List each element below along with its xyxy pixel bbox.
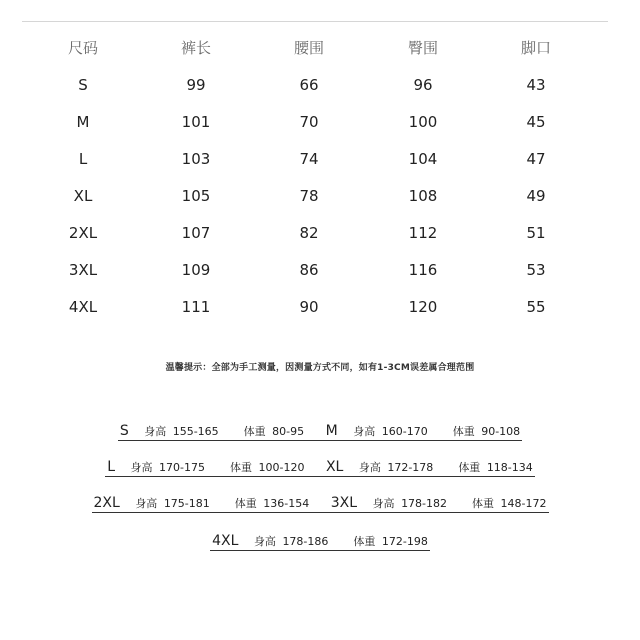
- table-cell: 43: [526, 76, 546, 94]
- ref-height: 155-165: [172, 425, 219, 438]
- ref-size: S: [119, 423, 129, 439]
- table-cell: 112: [408, 224, 438, 242]
- ref-weight: 136-154: [263, 497, 310, 510]
- table-cell: L: [78, 150, 88, 168]
- ref-height: 178-186: [282, 535, 329, 548]
- table-cell: M: [76, 113, 90, 131]
- ref-size: 2XL: [93, 495, 120, 511]
- table-cell: XL: [73, 187, 93, 205]
- size-reference-line: [0, 495, 640, 513]
- height-label: 身高: [358, 461, 381, 474]
- table-cell: 101: [181, 113, 211, 131]
- top-divider: [22, 21, 608, 22]
- weight-label: 体重: [243, 425, 266, 438]
- table-cell: 120: [408, 298, 438, 316]
- table-cell: 99: [186, 76, 206, 94]
- size-reference-line: [0, 533, 640, 551]
- ref-weight: 172-198: [381, 535, 428, 548]
- ref-weight: 90-108: [481, 425, 521, 438]
- table-cell: 116: [408, 261, 438, 279]
- table-cell: 90: [299, 298, 319, 316]
- weight-label: 体重: [234, 497, 257, 510]
- header-hem: 脚口: [520, 39, 551, 57]
- height-label: 身高: [144, 425, 167, 438]
- table-row: [0, 67, 640, 104]
- size-reference-line: [0, 423, 640, 441]
- ref-size: M: [325, 423, 338, 439]
- table-row: [0, 178, 640, 215]
- table-cell: 51: [526, 224, 546, 242]
- weight-label: 体重: [458, 461, 481, 474]
- ref-weight: 80-95: [272, 425, 305, 438]
- table-cell: 111: [181, 298, 211, 316]
- ref-weight: 148-172: [500, 497, 547, 510]
- table-cell: 66: [299, 76, 319, 94]
- table-row: [0, 141, 640, 178]
- weight-label: 体重: [353, 535, 376, 548]
- header-hip: 臀围: [407, 39, 438, 57]
- table-header-row: [0, 30, 640, 67]
- height-label: 身高: [135, 497, 158, 510]
- table-cell: 82: [299, 224, 319, 242]
- table-cell: 103: [181, 150, 211, 168]
- table-row: [0, 104, 640, 141]
- weight-label: 体重: [229, 461, 252, 474]
- table-cell: 107: [181, 224, 211, 242]
- table-row: [0, 289, 640, 326]
- ref-weight: 118-134: [486, 461, 533, 474]
- table-cell: 74: [299, 150, 319, 168]
- table-cell: 4XL: [68, 298, 98, 316]
- table-row: [0, 215, 640, 252]
- measurement-note: 温馨提示：全部为手工测量，因测量方式不同，如有1-3CM误差属合理范围: [165, 363, 475, 373]
- table-cell: 96: [413, 76, 433, 94]
- height-label: 身高: [353, 425, 376, 438]
- table-cell: 2XL: [68, 224, 98, 242]
- size-reference-line: [0, 459, 640, 477]
- table-cell: 53: [526, 261, 546, 279]
- height-label: 身高: [372, 497, 395, 510]
- table-cell: 108: [408, 187, 438, 205]
- ref-size: XL: [325, 459, 344, 475]
- ref-height: 170-175: [159, 461, 205, 474]
- table-cell: 109: [181, 261, 211, 279]
- table-cell: 55: [526, 298, 546, 316]
- table-cell: 3XL: [68, 261, 98, 279]
- table-cell: 49: [526, 187, 546, 205]
- header-waist: 腰围: [293, 39, 324, 57]
- ref-height: 178-182: [401, 497, 448, 510]
- header-length: 裤长: [180, 39, 211, 57]
- size-chart-table: [0, 30, 640, 326]
- table-cell: 70: [299, 113, 319, 131]
- table-cell: 100: [408, 113, 438, 131]
- table-cell: 105: [181, 187, 211, 205]
- ref-size: 4XL: [212, 533, 239, 549]
- ref-height: 172-178: [387, 461, 434, 474]
- ref-size: L: [107, 459, 116, 475]
- ref-weight: 100-120: [258, 461, 305, 474]
- ref-height: 175-181: [163, 497, 210, 510]
- height-label: 身高: [130, 461, 153, 474]
- table-cell: 47: [526, 150, 546, 168]
- table-cell: S: [78, 76, 88, 94]
- ref-size: 3XL: [330, 495, 358, 511]
- weight-label: 体重: [472, 497, 495, 510]
- table-cell: 78: [299, 187, 319, 205]
- weight-label: 体重: [452, 425, 475, 438]
- table-cell: 45: [526, 113, 546, 131]
- ref-height: 160-170: [381, 425, 428, 438]
- table-cell: 104: [408, 150, 438, 168]
- table-cell: 86: [299, 261, 319, 279]
- table-row: [0, 252, 640, 289]
- height-label: 身高: [253, 535, 276, 548]
- header-size: 尺码: [67, 39, 98, 57]
